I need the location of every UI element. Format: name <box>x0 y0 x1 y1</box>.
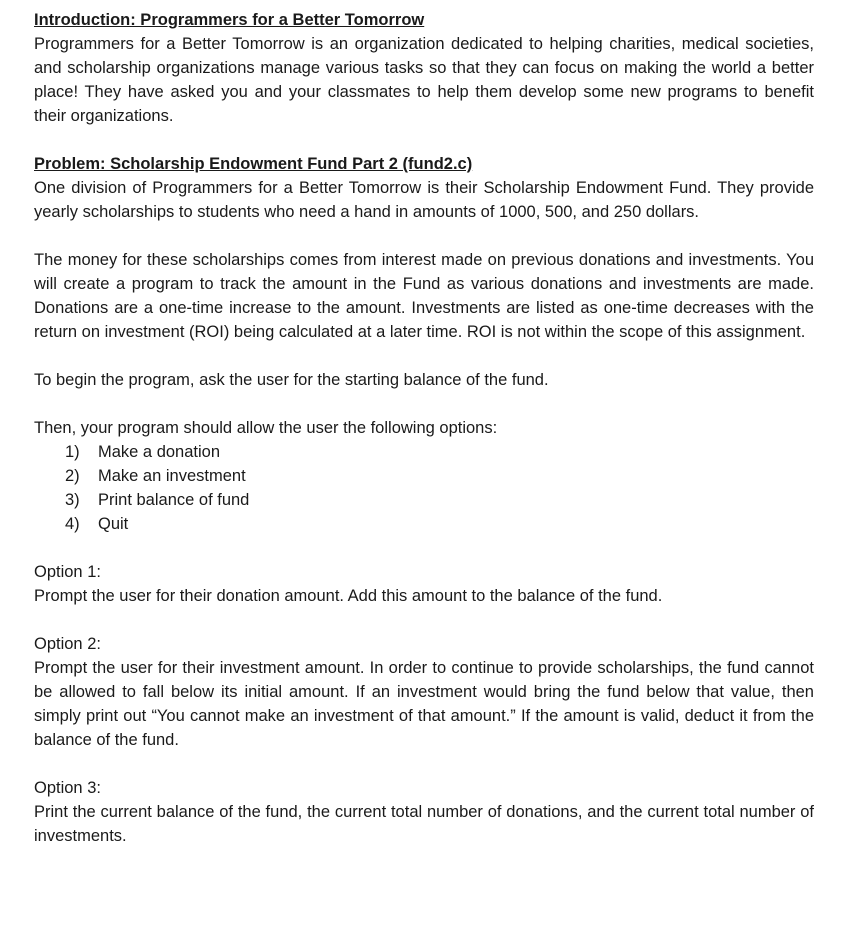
problem-paragraph-4: Then, your program should allow the user the following options: <box>34 419 498 437</box>
intro-paragraph: Programmers for a Better Tomorrow is an organization dedicated to helping charities, medical societies, and scholarship organizations manage various tasks so that they can focus on making the world a better place! They have asked you and your classmates to help them develop some new programs to benefit their organizations. <box>34 35 814 125</box>
list-item <box>65 488 814 512</box>
spacer <box>34 344 814 368</box>
problem-paragraph-1: One division of Programmers for a Better Tomorrow is their Scholarship Endowment Fund. They provide yearly scholarships to students who need a hand in amounts of 1000, 500, and 250 dollars. <box>34 179 814 221</box>
list-item-label: Make an investment <box>98 467 246 485</box>
intro-heading: Introduction: Programmers for a Better Tomorrow <box>34 11 425 29</box>
option-2-title: Option 2: <box>34 635 101 653</box>
option-3-title: Option 3: <box>34 779 101 797</box>
list-item-number: 1) <box>65 443 80 461</box>
list-item-number: 2) <box>65 467 80 485</box>
problem-heading: Problem: Scholarship Endowment Fund Part 2 (fund2.c) <box>34 155 473 173</box>
option-2-body: Prompt the user for their investment amount. In order to continue to provide scholarships, the fund cannot be allowed to fall below its initial amount. If an investment would bring the fund below that value, then simply print out “You cannot make an investment of that amount.” If the amount is valid, deduct it from the balance of the fund. <box>34 659 814 749</box>
spacer <box>34 128 814 152</box>
list-item-label: Make a donation <box>98 443 221 461</box>
option-1-body: Prompt the user for their donation amount. Add this amount to the balance of the fund. <box>34 587 663 605</box>
option-1-title: Option 1: <box>34 563 101 581</box>
options-list <box>34 440 814 536</box>
problem-paragraph-3: To begin the program, ask the user for the starting balance of the fund. <box>34 371 549 389</box>
list-item-label: Print balance of fund <box>98 491 250 509</box>
list-item-number: 3) <box>65 491 80 509</box>
option-3-body: Print the current balance of the fund, the current total number of donations, and the current total number of investments. <box>34 803 814 845</box>
list-item <box>65 512 814 536</box>
spacer <box>34 752 814 776</box>
problem-paragraph-2: The money for these scholarships comes from interest made on previous donations and investments. You will create a program to track the amount in the Fund as various donations and investments are made. Donations are a one-time increase to the amount. Investments are listed as one-time decreases with the return on investment (ROI) being calculated at a later time. ROI is not within the scope of this assignment. <box>34 251 814 341</box>
spacer <box>34 224 814 248</box>
list-item-label: Quit <box>98 515 129 533</box>
list-item-number: 4) <box>65 515 80 533</box>
spacer <box>34 608 814 632</box>
spacer <box>34 536 814 560</box>
list-item <box>65 464 814 488</box>
spacer <box>34 392 814 416</box>
list-item <box>65 440 814 464</box>
